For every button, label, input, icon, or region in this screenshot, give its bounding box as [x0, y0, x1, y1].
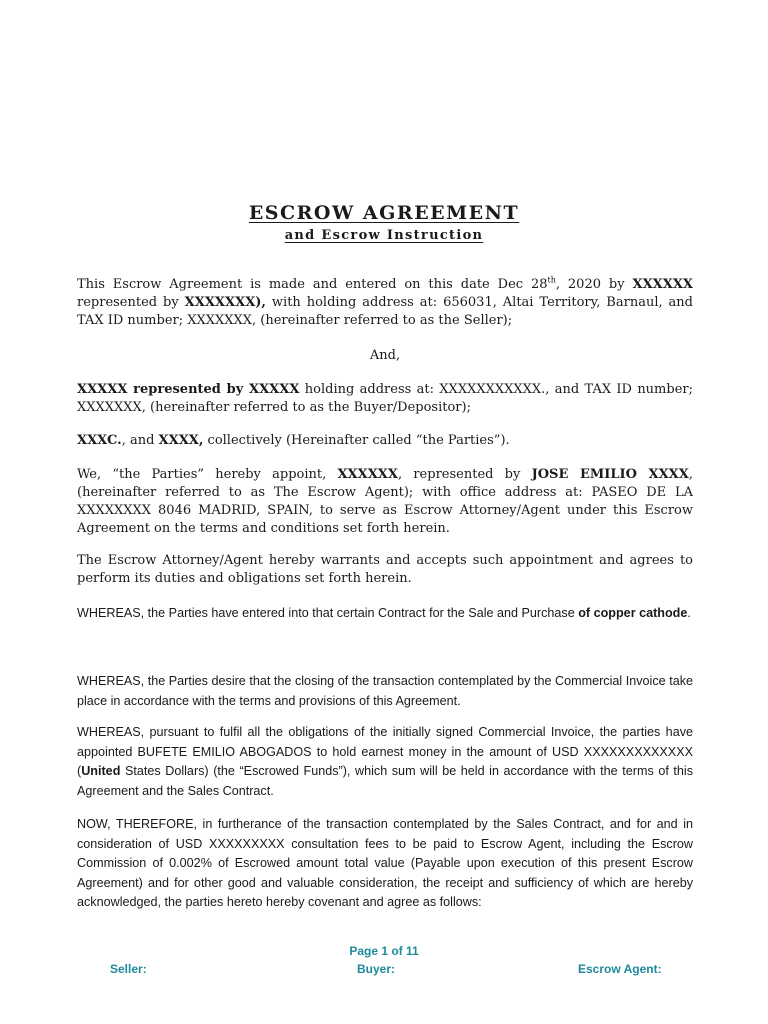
paragraph-whereas-escrowed-funds: WHEREAS, pursuant to fulfil all the obligations of the initially signed Commercial Invoice, the parties have appointed BUFETE EMILIO ABOGADOS to hold earnest money in the amount of USD XXXXXXXXXXXXX (United States Dollars) (the “Escrowed Funds”), which sum will be held in accordance with the terms of this Agreement and the Sales Contract.	[77, 725, 693, 798]
paragraph-whereas-contract: WHEREAS, the Parties have entered into that certain Contract for the Sale and Purchase of copper cathode.	[77, 606, 691, 620]
page-number: Page 1 of 11	[349, 944, 419, 958]
document-title: ESCROW AGREEMENT	[248, 202, 520, 224]
paragraph-now-therefore: NOW, THEREFORE, in furtherance of the transaction contemplated by the Sales Contract, and for and in consideration of USD XXXXXXXXX consultation fees to be paid to Escrow Agent, including the Escrow Commission of 0.002% of Escrowed amount total value (Payable upon execution of this present Escrow Agreement) and for other good and valuable consideration, the receipt and sufficiency of which are hereby acknowledged, the parties hereto hereby covenant and agree as follows:	[77, 817, 693, 909]
paragraph-collective-parties: XXXC., and XXXX, collectively (Hereinafter called “the Parties”).	[77, 433, 510, 448]
paragraph-escrow-agent-appointment: We, “the Parties” hereby appoint, XXXXXX, represented by JOSE EMILIO XXXX, (hereinafter referred to as The Escrow Agent); with office address at: PASEO DE LA XXXXXXXX 8046 MADRID, SPAIN, to serve as Escrow Attorney/Agent under this Escrow Agreement on the terms and conditions set forth herein.	[77, 467, 693, 536]
footer-seller-label: Seller:	[110, 962, 147, 976]
buyer-name: XXXXX represented by XXXXX	[77, 382, 300, 397]
paragraph-and: And,	[369, 348, 401, 363]
paragraph-parties-seller: This Escrow Agreement is made and entered on this date Dec 28th, 2020 by XXXXXX represented by XXXXXXX), with holding address at: 656031, Altai Territory, Barnaul, and TAX ID number; XXXXXXX, (hereinafter referred to as the Seller);	[77, 275, 694, 328]
document-subtitle: and Escrow Instruction	[284, 228, 484, 243]
paragraph-agent-acceptance: The Escrow Attorney/Agent hereby warrants and accepts such appointment and agrees to perform its duties and obligations set forth herein.	[77, 553, 693, 586]
seller-representative: XXXXXXX),	[184, 295, 266, 310]
date-ordinal-suffix: th	[547, 275, 556, 285]
escrow-agent-representative: JOSE EMILIO XXXX	[531, 467, 689, 482]
paragraph-parties-buyer: XXXXX represented by XXXXX holding address at: XXXXXXXXXXX., and TAX ID number; XXXXXXX, (hereinafter referred to as the Buyer/Depositor);	[77, 382, 693, 415]
footer-buyer-label: Buyer:	[357, 962, 396, 976]
paragraph-whereas-closing: WHEREAS, the Parties desire that the closing of the transaction contemplated by the Commercial Invoice take place in accordance with the terms and provisions of this Agreement.	[77, 674, 693, 708]
footer-escrow-agent-label: Escrow Agent:	[578, 962, 662, 976]
escrow-agent-firm: XXXXXX	[337, 467, 398, 482]
seller-name: XXXXXX	[632, 277, 694, 292]
